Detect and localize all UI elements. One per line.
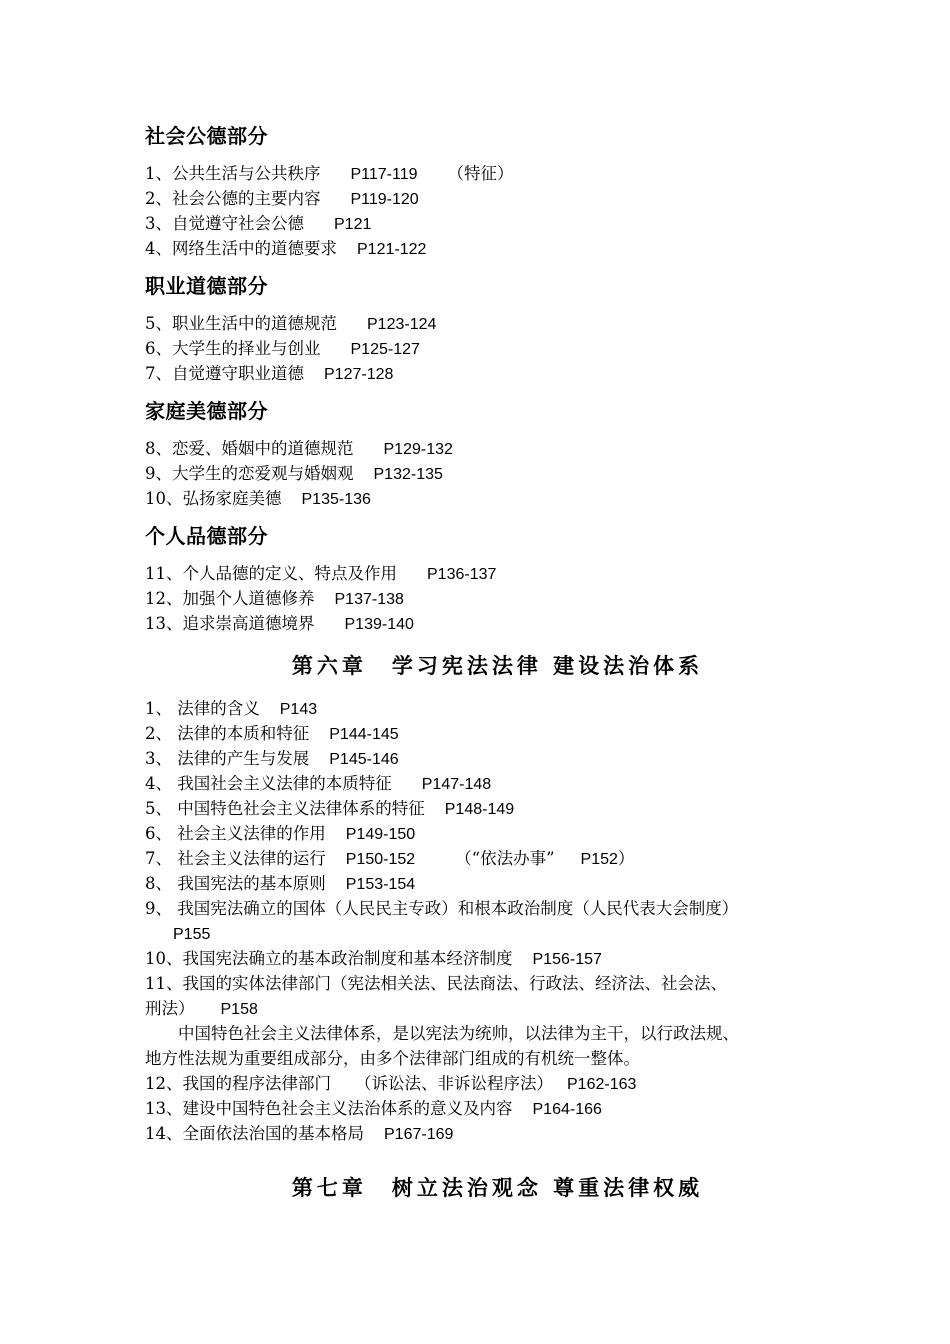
item-page: P156-157 — [532, 951, 602, 968]
item-page: P137-138 — [334, 591, 404, 608]
item-page: P121 — [334, 216, 372, 233]
list-item — [145, 361, 850, 386]
item-page: P119-120 — [350, 191, 419, 208]
list-item — [145, 1071, 850, 1096]
item-page: P117-119 — [350, 166, 418, 183]
item-text: 6、大学生的择业与创业 — [145, 339, 321, 358]
item-text: 13、建设中国特色社会主义法治体系的意义及内容 — [145, 1099, 513, 1118]
section-heading-social: 社会公德部分 — [145, 124, 268, 148]
list-item — [145, 746, 850, 771]
item-text: 10、我国宪法确立的基本政治制度和基本经济制度 — [145, 949, 513, 968]
item-page: P164-166 — [532, 1101, 602, 1118]
item-page: P155 — [173, 926, 211, 943]
list-item — [145, 896, 850, 921]
item-page: P125-127 — [350, 341, 420, 358]
item-page: P167-169 — [384, 1126, 454, 1143]
item-text: 10、弘扬家庭美德 — [145, 489, 282, 508]
item-text: 11、我国的实体法律部门（宪法相关法、民法商法、行政法、经济法、社会法、 — [145, 974, 727, 993]
list-item — [145, 436, 850, 461]
item-text: 3、自觉遵守社会公德 — [145, 214, 304, 233]
item-text: 8、 我国宪法的基本原则 — [145, 874, 326, 893]
item-text: 2、 法律的本质和特征 — [145, 724, 310, 743]
item-page: P139-140 — [344, 616, 414, 633]
section-heading-family: 家庭美德部分 — [145, 399, 268, 423]
list-item — [145, 1096, 850, 1121]
item-text: 11、个人品德的定义、特点及作用 — [145, 564, 397, 583]
item-text: 14、全面依法治国的基本格局 — [145, 1124, 364, 1143]
item-page: P132-135 — [373, 466, 443, 483]
item-text: 3、 法律的产生与发展 — [145, 749, 310, 768]
item-text: 4、 我国社会主义法律的本质特征 — [145, 774, 392, 793]
list-item-continuation — [145, 996, 850, 1021]
item-text: 刑法） — [145, 999, 195, 1018]
item-text: 12、加强个人道德修养 — [145, 589, 315, 608]
list-item — [145, 561, 850, 586]
list-item — [145, 236, 850, 261]
list-item — [145, 946, 850, 971]
list-item — [145, 611, 850, 636]
item-page: P127-128 — [324, 366, 394, 383]
item-note-close: ） — [617, 849, 635, 868]
paragraph-line: 中国特色社会主义法律体系，是以宪法为统帅，以法律为主干，以行政法规、 — [178, 1024, 739, 1043]
list-item — [145, 846, 850, 871]
item-page: P153-154 — [345, 876, 416, 893]
item-page: P150-152 — [345, 851, 416, 868]
list-item — [145, 721, 850, 746]
list-item — [145, 186, 850, 211]
item-text: 1、 法律的含义 — [145, 699, 260, 718]
item-page: P145-146 — [329, 751, 399, 768]
list-item — [145, 161, 850, 186]
list-item — [145, 461, 850, 486]
item-page: P149-150 — [345, 826, 416, 843]
paragraph-line: 地方性法规为重要组成部分，由多个法律部门组成的有机统一整体。 — [145, 1049, 640, 1068]
item-text: 1、公共生活与公共秩序 — [145, 164, 321, 183]
item-text: 5、职业生活中的道德规范 — [145, 314, 337, 333]
list-item — [145, 486, 850, 511]
list-item — [145, 696, 850, 721]
item-page: P135-136 — [301, 491, 371, 508]
list-item — [145, 311, 850, 336]
item-text: 6、 社会主义法律的作用 — [145, 824, 326, 843]
item-note: （诉讼法、非诉讼程序法） — [355, 1074, 553, 1093]
chapter-7-title: 第七章 树立法治观念 尊重法律权威 — [291, 1175, 704, 1200]
item-text: 12、我国的程序法律部门 — [145, 1074, 331, 1093]
item-page: P129-132 — [383, 441, 453, 458]
item-page: P162-163 — [567, 1076, 637, 1093]
section-heading-professional: 职业道德部分 — [145, 274, 268, 298]
item-note: （特征） — [447, 164, 514, 183]
list-item — [145, 1121, 850, 1146]
item-text: 5、 中国特色社会主义法律体系的特征 — [145, 799, 425, 818]
list-item — [145, 871, 850, 896]
item-note-page: P152 — [580, 851, 618, 868]
item-text: 9、大学生的恋爱观与婚姻观 — [145, 464, 354, 483]
item-text: 13、追求崇高道德境界 — [145, 614, 315, 633]
item-page: P147-148 — [421, 776, 492, 793]
list-item — [145, 336, 850, 361]
list-item — [145, 211, 850, 236]
item-page: P121-122 — [357, 241, 427, 258]
item-text: 8、恋爱、婚姻中的道德规范 — [145, 439, 354, 458]
list-item-continuation — [145, 921, 850, 946]
item-text: 4、网络生活中的道德要求 — [145, 239, 337, 258]
list-item — [145, 586, 850, 611]
item-page: P123-124 — [367, 316, 437, 333]
item-page: P148-149 — [444, 801, 515, 818]
item-text: 9、 我国宪法确立的国体（人民民主专政）和根本政治制度（人民代表大会制度） — [145, 899, 739, 918]
item-text: 2、社会公德的主要内容 — [145, 189, 321, 208]
item-note: （“依法办事” — [455, 849, 555, 868]
list-item — [145, 796, 850, 821]
list-item — [145, 971, 850, 996]
item-text: 7、 社会主义法律的运行 — [145, 849, 326, 868]
list-item — [145, 821, 850, 846]
item-page: P158 — [220, 1001, 258, 1018]
item-page: P136-137 — [427, 566, 497, 583]
chapter-6-title: 第六章 学习宪法法律 建设法治体系 — [291, 653, 704, 678]
item-page: P143 — [279, 701, 318, 718]
item-page: P144-145 — [329, 726, 399, 743]
item-text: 7、自觉遵守职业道德 — [145, 364, 304, 383]
list-item — [145, 771, 850, 796]
section-heading-personal: 个人品德部分 — [145, 524, 268, 548]
